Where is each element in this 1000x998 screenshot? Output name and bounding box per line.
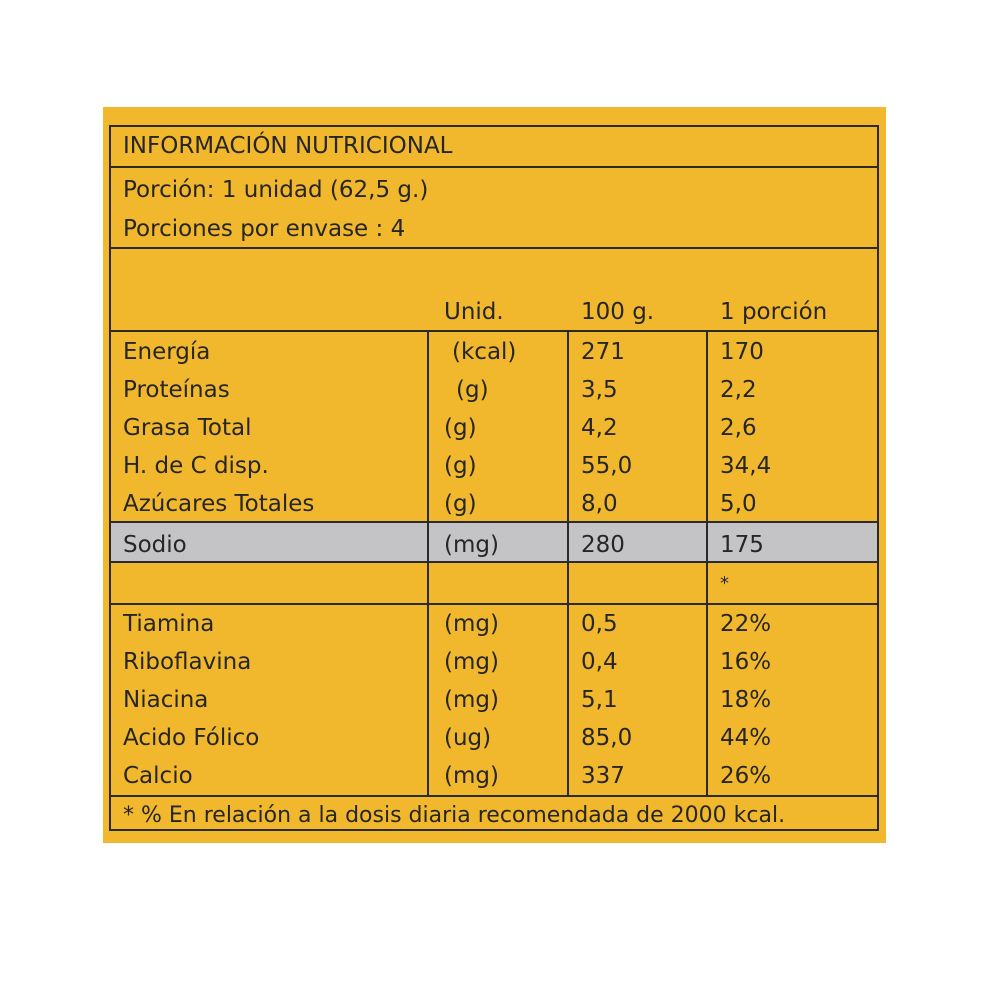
rule xyxy=(111,603,877,605)
row-unit: (g) xyxy=(444,491,477,517)
vitamin-unit: (ug) xyxy=(444,725,492,751)
vitamin-unit: (mg) xyxy=(444,763,499,789)
vitamin-per-100g: 337 xyxy=(581,763,625,789)
nutrition-label xyxy=(103,107,886,843)
row-per-100g: 280 xyxy=(581,532,625,558)
vitamin-per-serving: 22% xyxy=(720,611,772,637)
row-unit: (g) xyxy=(444,415,477,441)
row-per-100g: 271 xyxy=(581,339,625,365)
rule xyxy=(111,795,877,797)
row-unit: (g) xyxy=(456,377,489,403)
header-per-100g: 100 g. xyxy=(581,299,655,325)
vitamin-per-100g: 0,5 xyxy=(581,611,618,637)
row-name: Azúcares Totales xyxy=(123,491,315,517)
vitamin-unit: (mg) xyxy=(444,611,499,637)
vitamin-per-100g: 85,0 xyxy=(581,725,633,751)
rule xyxy=(111,330,877,332)
row-name: Grasa Total xyxy=(123,415,252,441)
row-per-100g: 3,5 xyxy=(581,377,618,403)
row-name: Energía xyxy=(123,339,211,365)
rule xyxy=(111,561,877,563)
row-unit: (g) xyxy=(444,453,477,479)
row-per-serving: 2,2 xyxy=(720,377,757,403)
vitamin-per-serving: 16% xyxy=(720,649,772,675)
servings-per-container: Porciones por envase : 4 xyxy=(123,216,406,242)
vitamin-unit: (mg) xyxy=(444,687,499,713)
serving-size: Porción: 1 unidad (62,5 g.) xyxy=(123,177,429,203)
row-per-100g: 55,0 xyxy=(581,453,633,479)
column-divider xyxy=(427,330,429,795)
row-name: Sodio xyxy=(123,532,187,558)
vitamin-unit: (mg) xyxy=(444,649,499,675)
asterisk-note-marker: * xyxy=(720,573,729,594)
column-divider xyxy=(567,330,569,795)
row-name: H. de C disp. xyxy=(123,453,269,479)
row-per-serving: 5,0 xyxy=(720,491,757,517)
nutrition-table xyxy=(109,125,879,831)
column-divider xyxy=(706,330,708,795)
row-unit: (mg) xyxy=(444,532,499,558)
vitamin-name: Acido Fólico xyxy=(123,725,260,751)
vitamin-per-100g: 5,1 xyxy=(581,687,618,713)
row-per-100g: 4,2 xyxy=(581,415,618,441)
row-per-serving: 170 xyxy=(720,339,764,365)
table-title: INFORMACIÓN NUTRICIONAL xyxy=(123,133,453,159)
row-name: Proteínas xyxy=(123,377,230,403)
row-per-serving: 34,4 xyxy=(720,453,772,479)
vitamin-name: Niacina xyxy=(123,687,209,713)
vitamin-per-100g: 0,4 xyxy=(581,649,618,675)
rule xyxy=(111,521,877,523)
rule xyxy=(111,247,877,249)
rule xyxy=(111,166,877,168)
vitamin-name: Riboflavina xyxy=(123,649,252,675)
vitamin-per-serving: 18% xyxy=(720,687,772,713)
vitamin-name: Tiamina xyxy=(123,611,215,637)
row-unit: (kcal) xyxy=(452,339,517,365)
row-per-serving: 2,6 xyxy=(720,415,757,441)
footnote: * % En relación a la dosis diaria recomendada de 2000 kcal. xyxy=(123,803,786,828)
row-per-100g: 8,0 xyxy=(581,491,618,517)
vitamin-per-serving: 26% xyxy=(720,763,772,789)
row-per-serving: 175 xyxy=(720,532,764,558)
vitamin-name: Calcio xyxy=(123,763,193,789)
vitamin-per-serving: 44% xyxy=(720,725,772,751)
header-unit: Unid. xyxy=(444,299,504,325)
header-per-serving: 1 porción xyxy=(720,299,828,325)
